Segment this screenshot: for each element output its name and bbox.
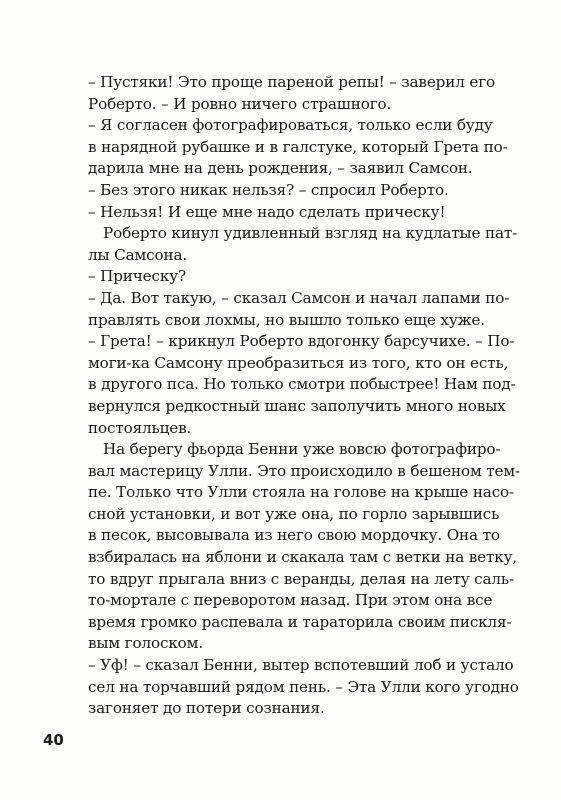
text-line: постояльцев.: [88, 418, 192, 437]
text-line: в песок, высовывала из него свою мордочку. Она то: [88, 526, 500, 545]
text-line: сел на торчавший рядом пень. – Эта Улли кого угодно: [88, 677, 519, 696]
text-line: сной установки, и вот уже она, по горло зарывшись: [88, 504, 500, 523]
page-text: [88, 72, 521, 720]
page-number: 40: [43, 731, 64, 749]
text-line: в другого пса. Но только смотри побыстрее! Нам под-: [88, 375, 516, 394]
text-line: вал мастерицу Улли. Это происходило в бешеном тем-: [88, 461, 521, 480]
text-line: – Я согласен фотографироваться, только если буду: [88, 116, 493, 135]
text-line: вым голоском.: [88, 634, 204, 653]
text-line: взбиралась на яблони и скакала там с ветки на ветку,: [88, 548, 518, 567]
text-line: – Да. Вот такую, – сказал Самсон и начал лапами по-: [88, 288, 510, 307]
text-line: – Пустяки! Это проще пареной репы! – заверил его: [88, 73, 496, 91]
text-line: пе. Только что Улли стояла на голове на крыше насо-: [88, 483, 515, 502]
text-line: Роберто кинул удивленный взгляд на кудлатые пат-: [103, 224, 518, 243]
text-line: – Грета! – крикнул Роберто вдогонку барсучихе. – По-: [88, 332, 515, 351]
text-line: моги-ка Самсону преобразиться из того, кто он есть,: [88, 353, 509, 372]
text-line: то-мортале с переворотом назад. При этом она все: [88, 591, 493, 610]
text-line: дарила мне на день рождения, – заявил Самсон.: [88, 159, 473, 178]
text-line: – Прическу?: [88, 267, 186, 286]
text-line: лы Самсона.: [88, 245, 188, 264]
text-line: в нарядной рубашке и в галстуке, который Грета по-: [88, 137, 508, 156]
text-line: – Нельзя! И еще мне надо сделать прическу!: [88, 202, 446, 221]
text-line: время громко распевала и тараторила своим пискля-: [88, 612, 512, 631]
text-line: Роберто. – И ровно ничего страшного.: [88, 94, 392, 113]
text-line: На берегу фьорда Бенни уже вовсю фотографиро-: [103, 440, 501, 459]
text-line: загоняет до потери сознания.: [88, 699, 325, 718]
text-line: – Без этого никак нельзя? – спросил Роберто.: [88, 180, 449, 199]
text-line: – Уф! – сказал Бенни, вытер вспотевший лоб и устало: [88, 656, 514, 675]
text-line: вернулся редкостный шанс заполучить много новых: [88, 396, 506, 415]
text-line: то вдруг прыгала вниз с веранды, делая на лету саль-: [88, 569, 515, 588]
text-line: правлять свои лохмы, но вышло только еще хуже.: [88, 310, 485, 329]
